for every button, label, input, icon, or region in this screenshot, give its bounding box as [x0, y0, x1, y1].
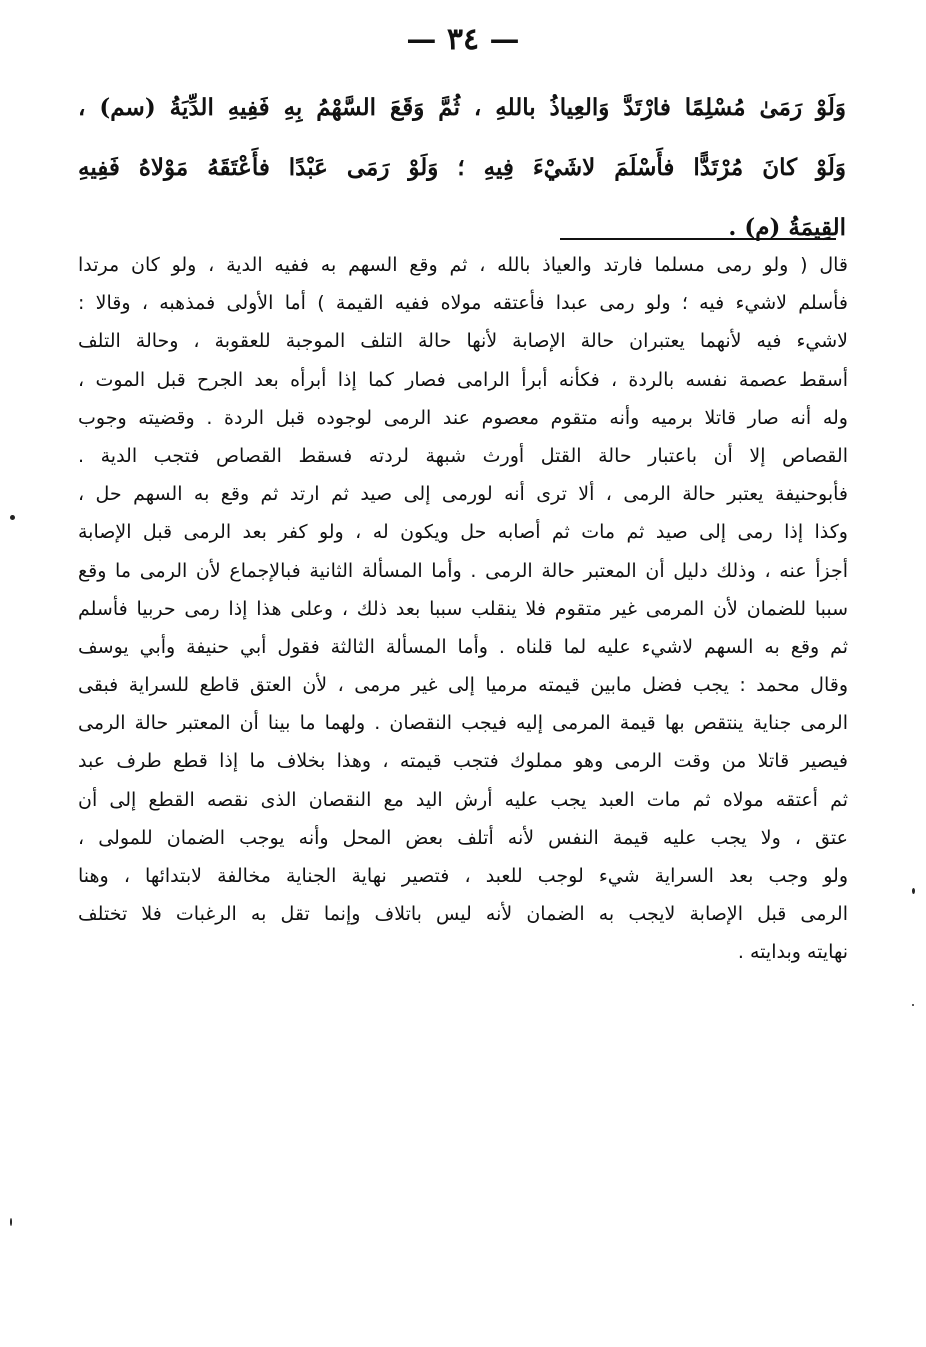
commentary-line: فأبوحنيفة يعتبر حالة الرمى ، ألا ترى أنه لورمى إلى صيد ثم ارتد ثم وقع به السهم حل ، — [78, 483, 848, 506]
commentary-line: وقال محمد : يجب فضل مابين قيمته مرميا إلى غير مرمى ، لأن العتق قاطع للسراية فبقى — [78, 674, 848, 697]
commentary-line: القصاص إلا أن باعتبار حالة القتل أورث شبهة لردته فسقط القصاص فتجب الدية . — [78, 444, 848, 467]
commentary-text — [78, 246, 848, 972]
commentary-line: ثم وقع به السهم لاشيء عليه لما قلناه . وأما المسألة الثالثة فقول أبي حنيفة وأبي يوسف — [78, 635, 848, 658]
scan-speck — [10, 515, 15, 520]
scan-speck — [912, 1004, 914, 1006]
commentary-line: فيصير قاتلا من وقت الرمى وهو مملوك فتجب قيمته ، وهذا بخلاف ما إذا قطع طرف عبد — [78, 750, 848, 773]
commentary-line: فأسلم لاشيء فيه ؛ ولو رمى عبدا فأعتقه مولاه ففيه القيمة ) أما الأولى فمذهبه ، وقالا : — [78, 292, 848, 315]
scan-speck — [912, 888, 915, 894]
commentary-line: نهايته وبدايته . — [737, 941, 848, 964]
commentary-line: الرمى جناية ينتقص بها قيمة المرمى إليه فيجب النقصان . ولهما ما بينا أن المعتبر حالة الرمى — [78, 712, 848, 735]
page-number: — ٣٤ — — [406, 22, 520, 57]
commentary-line: وكذا إذا رمى إلى صيد ثم مات ثم أصابه حل ويكون له ، ولو كفر بعد الرمى قبل الإصابة — [78, 521, 848, 544]
commentary-line: ثم أعتقه مولاه ثم مات العبد يجب عليه أرش اليد مع النقصان الذى نقصه القطع إلى أن — [78, 788, 848, 811]
commentary-line: سببا للضمان لأن المرمى غير متقوم فلا ينقلب سببا بعد ذلك ، وعلى هذا إذا رمى حربيا فأسلم — [78, 597, 848, 620]
section-divider — [560, 238, 836, 240]
commentary-line: ولو وجب بعد السراية شيء لوجب للعبد ، فتصير نهاية الجناية مخالفة لابتدائها ، وهنا — [78, 865, 848, 887]
main-text-line: القِيمَةُ (م) . — [728, 214, 846, 241]
commentary-line: وله أنه صار قاتلا برميه وأنه متقوم معصوم عند الرمى لوجوده قبل الردة . وقضيته وجوب — [78, 406, 848, 429]
main-text-line: وَلَوْ رَمَىٰ مُسْلِمًا فارْتَدَّ وَالعِياذُ باللهِ ، ثُمَّ وَقَعَ السَّهْمُ بِهِ فَفِيهِ الدِّيَةُ (سم) ، — [78, 94, 846, 121]
commentary-line: أجزأ عنه ، وذلك دليل أن المعتبر حالة الرمى . وأما المسألة الثانية فبالإجماع لأن الرمى ما وقع — [78, 559, 848, 582]
main-text — [78, 78, 846, 258]
scan-speck — [10, 1218, 12, 1226]
commentary-line: الرمى قبل الإصابة لايجب به الضمان لأنه ليس باتلاف وإنما تقل به الرغبات فلا تختلف — [78, 903, 848, 926]
commentary-line: عتق ، ولا يجب عليه قيمة النفس لأنه أتلف بعض المحل وأنه يوجب الضمان للمولى ، — [78, 826, 848, 849]
commentary-line: لاشيء فيه لأنهما يعتبران حالة الإصابة لأنها حالة التلف الموجبة للعقوبة ، وحالة التلف — [78, 330, 848, 353]
commentary-line: قال ( ولو رمى مسلما فارتد والعياذ بالله ، ثم وقع السهم به ففيه الدية ، ولو كان مرتدا — [78, 254, 848, 276]
commentary-line: أسقط عصمة نفسه بالردة ، فكأنه أبرأ الرامى فصار كما إذا أبرأه بعد الجرح قبل الموت ، — [78, 368, 848, 391]
main-text-line: وَلَوْ كانَ مُرْتَدًّا فأَسْلَمَ لاشَيْءَ فِيهِ ؛ وَلَوْ رَمَى عَبْدًا فأَعْتَقَهُ مَوْلاهُ فَفِيهِ — [78, 154, 846, 181]
